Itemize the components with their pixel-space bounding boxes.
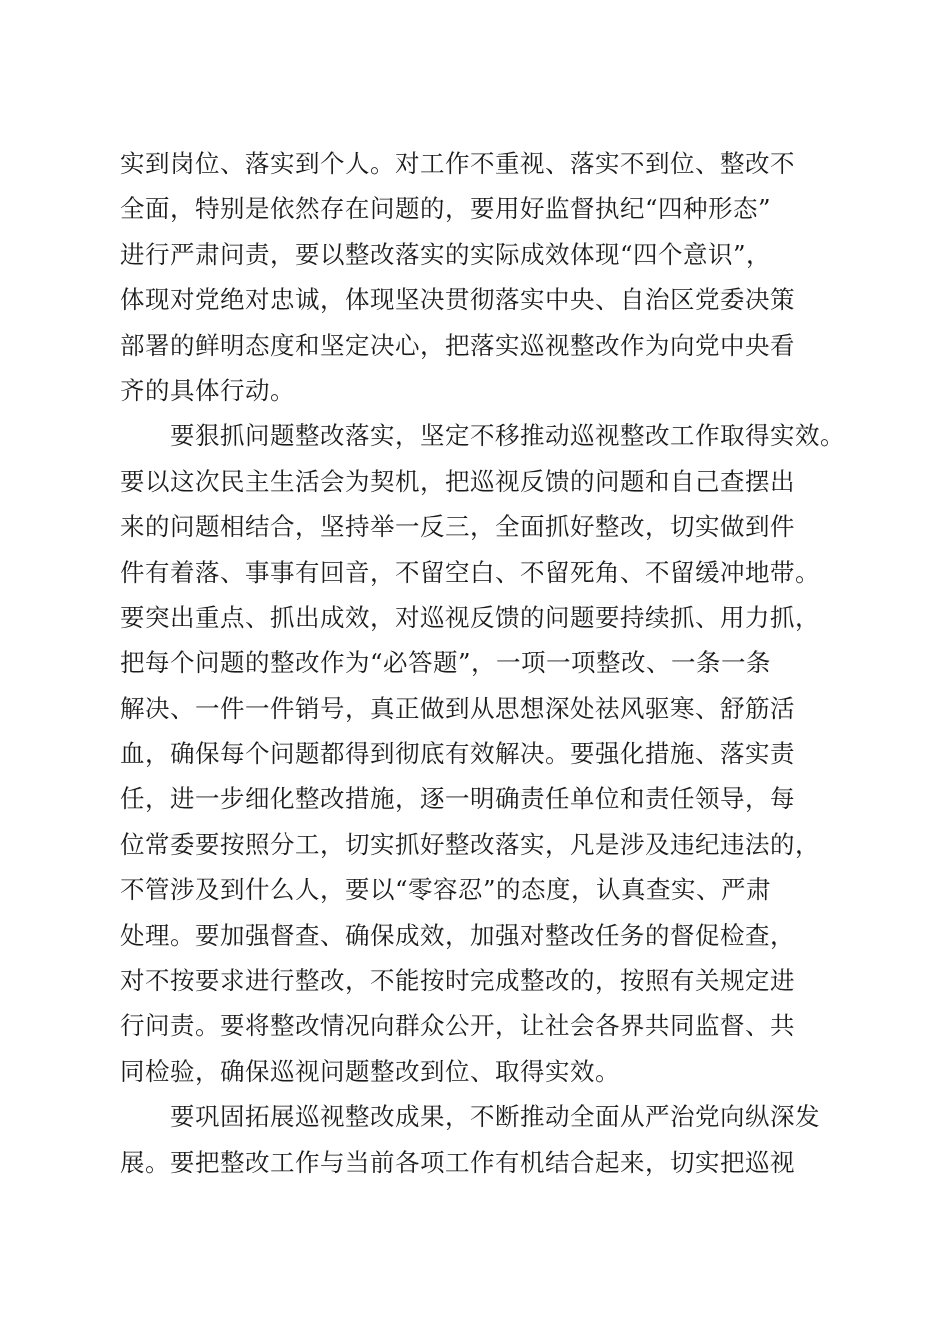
text-line: 实到岗位、落实到个人。对工作不重视、落实不到位、整改不: [120, 149, 795, 178]
body-text: [120, 141, 845, 1185]
text-line: 体现对党绝对忠诚，体现坚决贯彻落实中央、自治区党委决策: [120, 285, 795, 315]
text-line: 行问责。要将整改情况向群众公开，让社会各界共同监督、共: [120, 1011, 795, 1041]
text-line: 件有着落、事事有回音，不留空白、不留死角、不留缓冲地带。: [120, 557, 820, 587]
text-line: 来的问题相结合，坚持举一反三，全面抓好整改，切实做到件: [120, 512, 795, 542]
text-line: 同检验，确保巡视问题整改到位、取得实效。: [120, 1056, 620, 1086]
text-line: 展。要把整改工作与当前各项工作有机结合起来，切实把巡视: [120, 1147, 795, 1177]
text-line: 把每个问题的整改作为“必答题”，一项一项整改、一条一条: [120, 648, 772, 678]
text-line: 不管涉及到什么人，要以“零容忍”的态度，认真查实、严肃: [120, 875, 772, 905]
text-line: 解决、一件一件销号，真正做到从思想深处祛风驱寒、舒筋活: [120, 693, 795, 723]
text-line: 要突出重点、抓出成效，对巡视反馈的问题要持续抓、用力抓，: [120, 602, 820, 632]
text-line: 要以这次民主生活会为契机，把巡视反馈的问题和自己查摆出: [120, 466, 795, 496]
text-line: 要狠抓问题整改落实，坚定不移推动巡视整改工作取得实效。: [120, 421, 845, 451]
text-line: 血，确保每个问题都得到彻底有效解决。要强化措施、落实责: [120, 739, 795, 769]
text-line: 对不按要求进行整改，不能按时完成整改的，按照有关规定进: [120, 966, 795, 996]
text-line: 部署的鲜明态度和坚定决心，把落实巡视整改作为向党中央看: [120, 330, 795, 360]
text-line: 处理。要加强督查、确保成效，加强对整改任务的督促检查，: [120, 920, 795, 950]
text-line: 全面，特别是依然存在问题的，要用好监督执纪“四种形态”: [120, 194, 772, 224]
text-line: 进行严肃问责，要以整改落实的实际成效体现“四个意识”，: [120, 239, 772, 269]
text-line: 要巩固拓展巡视整改成果，不断推动全面从严治党向纵深发: [120, 1102, 820, 1132]
text-line: 任，进一步细化整改措施，逐一明确责任单位和责任领导，每: [120, 784, 795, 814]
text-line: 位常委要按照分工，切实抓好整改落实，凡是涉及违纪违法的，: [120, 829, 820, 859]
text-line: 齐的具体行动。: [120, 375, 295, 405]
